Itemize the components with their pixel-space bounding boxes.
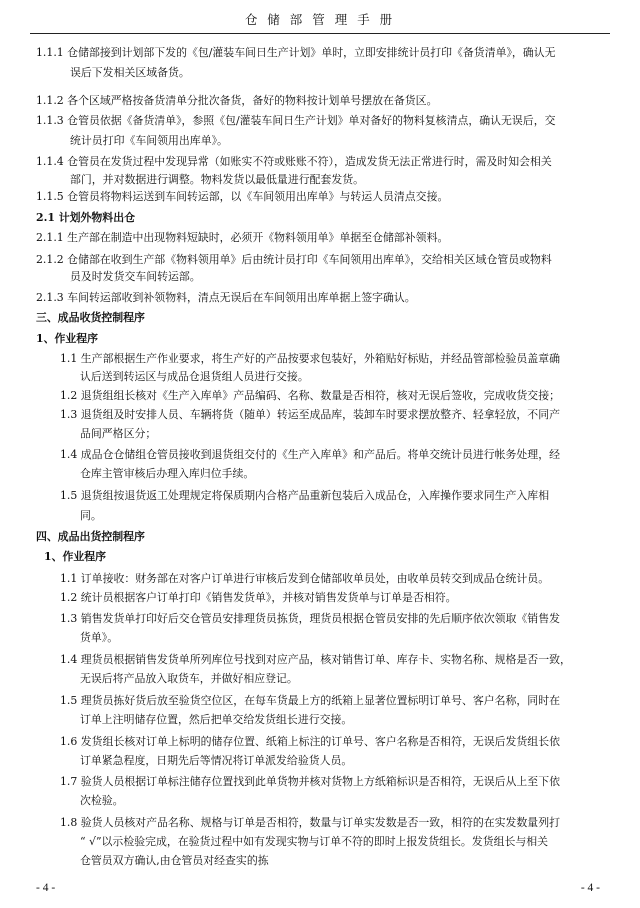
text-line: 1.5 理货员拣好货后放至验货空位区，在每车货最上方的纸箱上显著位置标明订单号、客户名称，同时在 [60,694,560,707]
text-line: 1.1 生产部根据生产作业要求，将生产好的产品按要求包装好，外箱贴好标贴，并经品管部检验员盖章确 [60,352,560,365]
text-line: 1.1.4 仓管员在发货过程中发现异常（如账实不符或账账不符），造成发货无法正常进行时，需及时知会相关 [36,155,552,168]
text-line: 员及时发货交车间转运部。 [70,270,201,283]
text-line: 1.1.1 仓储部接到计划部下发的《包/灌装车间日生产计划》单时，立即安排统计员打印《备货清单》，确认无 [36,46,556,59]
text-line: 品间严格区分； [80,427,157,440]
text-line: 订单上注明储存位置，然后把单交给发货组长进行交接。 [80,713,353,726]
text-line: 2.1.2 仓储部在收到生产部《物料领用单》后由统计员打印《车间领用出库单》，交给相关区域仓管员或物料 [36,253,552,266]
text-line: 1.4 理货员根据销售发货单所列库位号找到对应产品，核对销售订单、库存卡、实物名称、规格是否一致， [60,653,571,666]
text-line: 1.6 发货组长核对订单上标明的储存位置、纸箱上标注的订单号、客户名称是否相符，无误后发货组长依 [60,735,560,748]
text-line: 1.1.3 仓管员依据《备货清单》，参照《包/灌装车间日生产计划》单对备好的物料复核清点，确认无误后，交 [36,114,556,127]
text-line: 订单紧急程度，日期先后等情况将订单派发给验货人员。 [80,754,353,767]
text-line: 次检验。 [80,794,124,807]
text-line: 1.8 验货人员核对产品名称、规格与订单是否相符，数量与订单实发数是否一致，相符的在实发数量列打 [60,816,560,829]
text-line: 1.2 统计员根据客户订单打印《销售发货单》，并核对销售发货单与订单是否相符。 [60,591,457,604]
page-header [30,10,610,34]
text-line: 1.7 验货人员根据订单标注储存位置找到此单货物并核对货物上方纸箱标识是否相符，无误后从上至下依 [60,775,560,788]
text-line: 1.2 退货组组长核对《生产入库单》产品编码、名称、数量是否相符，核对无误后签收，完成收货交接； [60,389,560,402]
sub-heading: 1、作业程序 [36,332,99,345]
text-line: 认后送到转运区与成品仓退货组人员进行交接。 [80,370,309,383]
text-line: 2.1.1 生产部在制造中出现物料短缺时，必须开《物料领用单》单据至仓储部补领料。 [36,231,449,244]
text-line: 误后下发相关区域备货。 [70,66,190,79]
text-line: 部门，并对数据进行调整。物料发货以最低量进行配套发货。 [70,173,365,186]
text-line: 仓库主管审核后办理入库归位手续。 [80,467,255,480]
text-line: 同。 [80,509,102,522]
text-line: 1.1.5 仓管员将物料运送到车间转运部，以《车间领用出库单》与转运人员清点交接。 [36,190,449,203]
text-line: 1.3 销售发货单打印好后交仓管员安排理货员拣货，理货员根据仓管员安排的先后顺序依次领取《销售发 [60,612,560,625]
text-line: 1.5 退货组按退货返工处理规定将保质期内合格产品重新包装后入成品仓，入库操作要求同生产入库相 [60,489,550,502]
text-line: 1.1 订单接收：财务部在对客户订单进行审核后发到仓储部收单员处，由收单员转交到成品仓统计员。 [60,572,550,585]
page-number-right: - 4 - [580,882,600,894]
text-line: 统计员打印《车间领用出库单》。 [70,134,228,147]
page-number-left: - 4 - [36,882,56,894]
text-line: 货单》。 [80,631,119,644]
text-line: 2.1.3 车间转运部收到补领物料，清点无误后在车间领用出库单据上签字确认。 [36,291,416,304]
section-heading: 四、成品出货控制程序 [36,530,145,543]
section-heading: 三、成品收货控制程序 [36,311,145,324]
text-line: 1.1.2 各个区域严格按备货清单分批次备货，备好的物料按计划单号摆放在备货区。 [36,94,438,107]
sub-heading: 1、作业程序 [44,550,107,563]
section-heading: 2.1 计划外物料出仓 [36,211,135,224]
text-line: 无误后将产品放入取货车，并做好相应登记。 [80,672,298,685]
text-line: 仓管员双方确认,由仓管员对经查实的拣 [80,854,269,867]
header-title: 仓 储 部 管 理 手 册 [244,12,396,27]
text-line: 1.4 成品仓仓储组仓管员接收到退货组交付的《生产入库单》和产品后。将单交统计员进行帐务处理，经 [60,448,560,461]
text-line: “ √”以示检验完成，在验货过程中如有发现实物与订单不符的即时上报发货组长。发货组长与相关 [80,835,549,848]
text-line: 1.3 退货组及时安排人员、车辆将货（随单）转运至成品库，装卸车时要求摆放整齐、轻拿轻放，不同产 [60,408,560,421]
